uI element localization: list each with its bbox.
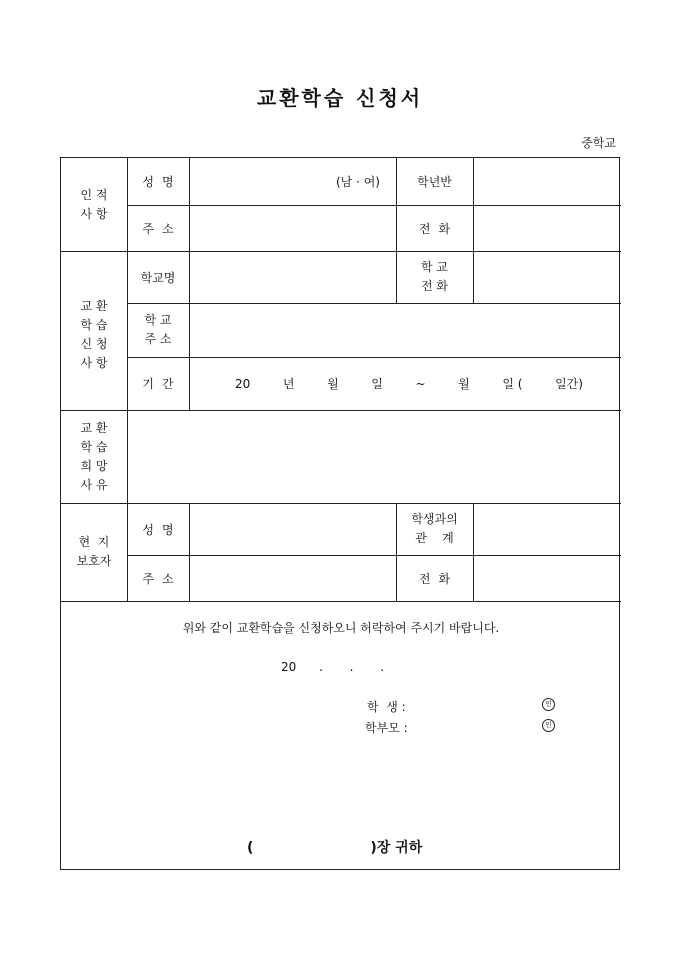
- period-field[interactable]: 20 년 월 일 ~ 월 일 ( 일간): [235, 376, 583, 391]
- guardian-phone-field[interactable]: [473, 555, 621, 601]
- school-label: 중학교: [581, 136, 616, 150]
- student-signature-label: 학 생 :: [367, 700, 406, 714]
- period-label: 기 간: [142, 377, 174, 391]
- school-address-field[interactable]: [189, 303, 621, 357]
- recipient-line: ( )장 귀하: [247, 840, 423, 856]
- phone-label: 전 화: [418, 221, 451, 236]
- guardian-phone-label: 전 화: [418, 571, 451, 586]
- address-field[interactable]: [189, 205, 396, 251]
- student-seal-icon: 인: [542, 698, 555, 711]
- parent-signature-label: 학부모 :: [365, 721, 408, 735]
- guardian-address-label: 주 소: [142, 571, 174, 586]
- guardian-address-field[interactable]: [189, 555, 396, 601]
- parent-seal-icon: 인: [542, 719, 555, 732]
- guardian-name-field[interactable]: [189, 503, 396, 555]
- school-phone-label: 학 교 전 화: [421, 260, 448, 293]
- reason-field[interactable]: [127, 410, 621, 503]
- declaration-date[interactable]: 20 . . .: [281, 660, 385, 674]
- exchange-section-label: 교 환 학 습 신 청 사 항: [80, 298, 108, 370]
- form-title: 교환학습 신청서: [256, 86, 424, 110]
- relation-field[interactable]: [473, 503, 621, 555]
- reason-section-label: 교 환 학 습 희 망 사 유: [80, 420, 108, 492]
- address-label: 주 소: [142, 221, 174, 236]
- application-form: [60, 157, 620, 870]
- class-label: 학년반: [417, 175, 452, 189]
- name-label: 성 명: [142, 175, 174, 189]
- relation-label: 학생과의 관 계: [411, 512, 458, 545]
- gender-hint: (남 · 여): [336, 175, 380, 189]
- school-phone-field[interactable]: [473, 251, 621, 303]
- class-field[interactable]: [473, 158, 621, 205]
- school-name-label: 학교명: [140, 270, 176, 285]
- guardian-section-label: 현 지 보호자: [76, 535, 112, 568]
- declaration-statement: 위와 같이 교환학습을 신청하오니 허락하여 주시기 바랍니다.: [182, 621, 500, 635]
- guardian-name-label: 성 명: [142, 522, 174, 537]
- school-name-field[interactable]: [189, 251, 396, 303]
- school-address-label: 학 교 주 소: [144, 313, 172, 346]
- name-field[interactable]: [189, 158, 396, 205]
- personal-section-label: 인 적 사 항: [80, 187, 108, 221]
- phone-field[interactable]: [473, 205, 621, 251]
